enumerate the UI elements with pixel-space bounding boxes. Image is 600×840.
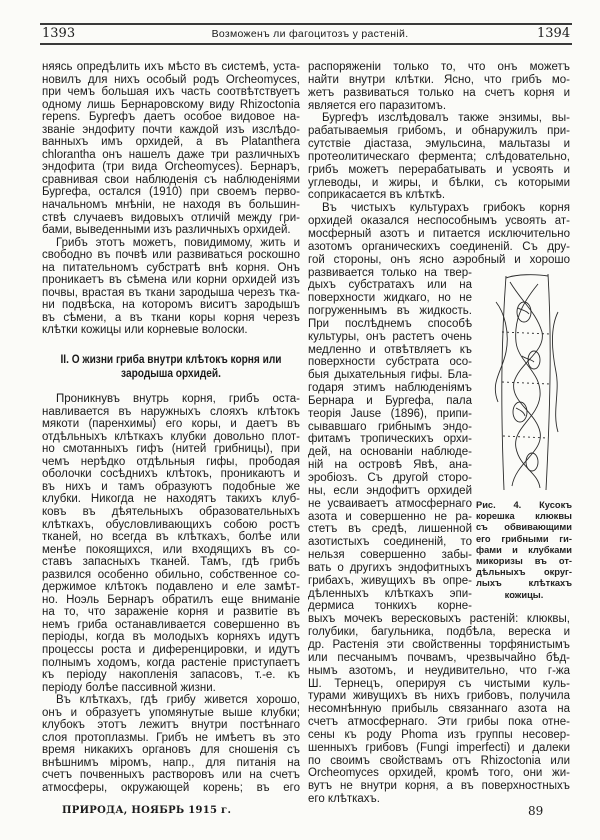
header-rule-bottom xyxy=(40,43,572,45)
caption-line: лыхъ клѣткахъ xyxy=(476,578,572,589)
caption-line: Рис. 4. Кусокъ xyxy=(476,500,572,510)
paragraph xyxy=(42,694,300,794)
text-line: годаря этимъ наблюденіямъ xyxy=(308,382,472,395)
figure-caption xyxy=(476,500,572,601)
text-line: распоряженіи только то, что онъ можетъ xyxy=(308,61,570,73)
text-line: шенныхъ грибовъ (Fungi imperfecti) и далеки xyxy=(308,741,570,754)
text-line: соприкасается въ клѣткѣ. xyxy=(308,189,446,202)
text-line: но смотанныхъ гифъ (нитей грибницы), при xyxy=(42,443,300,456)
text-line: При послѣднемъ способѣ xyxy=(308,317,472,330)
text-line: сравнивая свои наблюденія съ наблюденіями xyxy=(42,173,300,186)
text-line: поверхности жидкаго, но не xyxy=(308,292,472,305)
caption-line: корешка клюквы xyxy=(476,511,572,522)
text-line: клубки. Никогда не находятъ такихъ клуб- xyxy=(42,493,300,506)
text-line: проникаетъ въ сѣмена или корни орхидей изъ xyxy=(42,274,300,287)
text-line: періоду болѣе пассивной жизни. xyxy=(42,681,216,694)
paragraph xyxy=(308,202,570,266)
text-line: его клѣткахъ. xyxy=(308,793,380,806)
text-line: погруженнымъ въ жидкость. xyxy=(308,305,472,318)
paragraph xyxy=(42,61,300,237)
text-line: или песчанымъ почвамъ, чрезвычайно бѣд- xyxy=(308,651,570,664)
text-line: Orcheomyces орхидей, кромѣ того, они жи- xyxy=(308,767,570,780)
text-line: ній на островѣ Явѣ, ана- xyxy=(308,459,472,472)
text-line: мосферный азотъ и питается исключительно xyxy=(308,227,570,240)
text-line: Грибъ этотъ можетъ, повидимому, жить и xyxy=(56,236,300,249)
text-line: бами, выведенными изъ различныхъ орхидей. xyxy=(42,224,291,237)
text-line: эробіозъ. Съ другой сторо- xyxy=(308,472,472,484)
text-line: при чемъ большая ихъ часть соотвѣтствуетъ xyxy=(42,86,300,99)
text-line: др. Растенія эти свойственны торфянистымъ xyxy=(308,638,570,651)
text-line: выхъ мочекъ вересковыхъ растеній: клюквы, xyxy=(308,613,570,626)
text-line: Въ клѣткахъ, гдѣ грибу живется хорошо, xyxy=(56,694,300,707)
header-rule-top xyxy=(40,23,572,25)
text-line: дермиса тонкихъ корне- xyxy=(308,600,472,613)
text-line: атмосферы, окружающей корень; въ его xyxy=(42,781,300,794)
paragraph xyxy=(42,393,300,694)
text-line: менѣе покоящихся, или входящихъ въ со- xyxy=(42,543,300,556)
paragraph xyxy=(308,61,570,112)
text-line: поверхности субстрата осо- xyxy=(308,356,472,369)
text-line: дѣленныхъ клѣткахъ эпи- xyxy=(308,587,472,600)
text-line: почвы, врастая въ ткани зародыша черезъ тка- xyxy=(42,286,300,299)
page-number-right: 1394 xyxy=(537,26,571,41)
figure-4 xyxy=(476,272,572,601)
text-line: немъ гриба останавливается совершенно въ xyxy=(42,618,300,631)
text-line: теорія Jause (1896), припи- xyxy=(308,407,472,420)
text-line: нымъ азотомъ, и неудивительно, что г-жа xyxy=(308,664,570,677)
text-line: Бернара и Бургефа, пала xyxy=(308,394,472,407)
caption-line: дѣльныхъ округ- xyxy=(476,567,572,578)
text-line: званіе эндофиту почти каждой изъ изслѣдо- xyxy=(42,123,300,136)
text-line: ковъ въ дѣятельныхъ образовательныхъ xyxy=(42,505,300,518)
text-line: клубокъ этотъ лежитъ внутри постѣннаго xyxy=(42,719,300,732)
text-line: Проникнувъ внутрь корня, грибъ оста- xyxy=(56,393,300,406)
text-line: процессы роста и диференцировки, и идутъ xyxy=(42,643,300,656)
text-line: Ш. Тернецъ, оперируя съ чистыми куль- xyxy=(308,677,570,690)
text-line: счетъ почвенныхъ растворовъ или на счетъ xyxy=(42,769,300,782)
text-line: нельзя совершенно забы- xyxy=(308,549,472,562)
cranberry-root-illustration xyxy=(476,272,572,494)
text-line: слоя протоплазмы. Грибъ не имѣетъ въ это xyxy=(42,731,300,744)
text-line: тканей, но всегда въ клѣткахъ, болѣе или xyxy=(42,531,300,544)
text-line: Бургефа, остался (1910) при своемъ перво- xyxy=(42,186,300,199)
text-line: быя дыхательныя гифы. Бла- xyxy=(308,369,472,382)
text-line: найти внутри клѣтки. Ясно, что грибъ мо- xyxy=(308,73,570,86)
text-line: углеводы, и жиры, и бѣлки, съ которыми xyxy=(308,176,570,189)
text-line: ствѣ случаевъ видовыхъ отличій между гри- xyxy=(42,211,300,224)
text-line: несомнѣнную прибыль связаннаго азота на xyxy=(308,703,570,716)
text-line: ны, если эндофитъ орхидей xyxy=(308,484,472,497)
text-line: начальномъ мнѣніи, не находя въ большин- xyxy=(42,199,300,212)
text-line: сывавшаго грибнымъ эндо- xyxy=(308,420,472,433)
running-title: Возможенъ ли фагоцитозъ у растеній. xyxy=(211,28,409,40)
text-line: мякоти (паренхимы) его коры, и даетъ въ xyxy=(42,418,300,431)
text-line: онъ и образуетъ упомянутые выше клубки; xyxy=(42,706,300,719)
text-line: свободно въ почвѣ или развиваться роскошно xyxy=(42,249,300,262)
text-line: фитамъ тропическихъ орхи- xyxy=(308,433,472,446)
text-line: голубики, багульника, подбѣла, вереска и xyxy=(308,626,570,639)
text-line: на питательномъ субстратѣ внѣ корня. Онъ xyxy=(42,261,300,274)
heading-line: зародыша орхидей. xyxy=(121,368,221,381)
heading-line: II. О жизни гриба внутри клѣтокъ корня или xyxy=(60,354,282,367)
text-line: рабатываемыя грибомъ, и обнаружилъ при- xyxy=(308,125,570,138)
caption-line: кожицы. xyxy=(504,589,544,600)
text-line: орхидей оказался неспособнымъ усвоять ат- xyxy=(308,215,570,228)
text-line: культуры, онъ растетъ очень xyxy=(308,330,472,343)
text-line: время никакихъ органовъ для сношенія съ xyxy=(42,744,300,757)
text-line: chlorantha онъ нашелъ даже три различныхъ xyxy=(42,148,300,161)
paragraph xyxy=(308,613,570,806)
text-line: азотистыхъ соединеній, то xyxy=(308,536,472,549)
text-line: по своимъ свойствамъ отъ Rhizoctonia или xyxy=(308,754,570,767)
text-line: ни подвѣска, на которомъ виситъ зародышъ xyxy=(42,299,300,312)
text-line: счетъ атмосфернаго. Эти грибы пока отне- xyxy=(308,716,570,729)
caption-line: микоризы въ от- xyxy=(476,556,572,567)
text-line: является его паразитомъ. xyxy=(308,99,447,112)
text-line: вутъ не внутри корня, а въ поверхностныхъ xyxy=(308,780,570,793)
left-column xyxy=(42,61,300,795)
text-line: Бургефъ изслѣдовалъ также энзимы, вы- xyxy=(322,112,570,125)
text-line: отдѣльныхъ клѣткахъ клубки довольно плот- xyxy=(42,430,300,443)
text-line: внѣшнимъ міромъ, напр., для питанія на xyxy=(42,756,300,769)
text-line: ванныхъ имъ орхидей, а въ Platanthera xyxy=(42,136,300,149)
section-heading xyxy=(42,353,300,381)
text-line: Въ чистыхъ культурахъ грибокъ корня xyxy=(322,202,570,215)
text-line: дыхъ субстратахъ или на xyxy=(308,279,472,292)
page-number-left: 1393 xyxy=(42,26,76,41)
text-line: сены къ роду Phoma изъ группы несовер- xyxy=(308,728,570,741)
text-line: медленно и отвѣтвляетъ къ xyxy=(308,343,472,356)
text-line: въ сѣмени, а въ ткани коры корня черезъ xyxy=(42,311,300,324)
text-line: не усваиваетъ атмосфернаго xyxy=(308,497,472,510)
text-line: держимое клѣтокъ подавлено и еле замѣт- xyxy=(42,581,300,594)
text-line: турами живущихъ въ нихъ грибовъ, получила xyxy=(308,690,570,703)
text-line: азота и совершенно не ра- xyxy=(308,510,472,523)
text-line: полнымъ ходомъ, когда растеніе приступаетъ xyxy=(42,656,300,669)
text-line: гой стороны, онъ ясно аэробный и хорошо xyxy=(308,253,570,266)
text-line: одному лишь Бернаровскому виду Rhizoctonia xyxy=(42,98,300,111)
text-line: грибъ можетъ перерабатывать и усвоять и xyxy=(308,163,570,176)
text-line: періоды, когда въ молодыхъ корняхъ идутъ xyxy=(42,631,300,644)
text-line: грибахъ, живущихъ въ опре- xyxy=(308,574,472,587)
text-line: на то, что зараженіе корня и развитіе въ xyxy=(42,606,300,619)
text-line: развился особенно обильно, собственное со- xyxy=(42,568,300,581)
journal-footer: ПРИРОДА, НОЯБРЬ 1915 г. xyxy=(62,805,232,816)
text-line: азотомъ органическихъ соединеній. Съ дру- xyxy=(308,240,570,253)
caption-line: фами и клубками xyxy=(476,544,572,555)
caption-line: съ обвивающими xyxy=(476,522,572,533)
footer-page-number: 89 xyxy=(528,804,544,818)
text-line: клѣткахъ, обусловливающихъ собою ростъ xyxy=(42,518,300,531)
text-line: няясь опредѣлить ихъ мѣсто въ системѣ, уста- xyxy=(42,61,300,73)
text-line: новилъ для нихъ особый родъ Orcheomyces, xyxy=(42,73,300,86)
text-line: но. Ноэль Бернаръ обратилъ еще вниманіе xyxy=(42,593,300,606)
text-line: сутствіе діастаза, эмульсина, мальтазы и xyxy=(308,138,570,151)
text-line: стетъ въ средѣ, лишенной xyxy=(308,523,472,536)
caption-line: его грибными ги- xyxy=(476,533,572,544)
text-line: эндофита (три вида Orcheomyces). Бернаръ, xyxy=(42,161,300,174)
text-line: оболочки сосѣднихъ клѣтокъ, проникаютъ и xyxy=(42,468,300,481)
text-line: вать о другихъ эндофитныхъ xyxy=(308,561,472,574)
text-line: ставъ запасныхъ тканей. Тамъ, гдѣ грибъ xyxy=(42,556,300,569)
text-line: протеолитическаго фермента; слѣдовательно, xyxy=(308,150,570,163)
text-line: въ нихъ и тамъ образуютъ подобные же xyxy=(42,480,300,493)
text-line: развивается только на твер- xyxy=(308,266,472,279)
paragraph xyxy=(308,112,570,202)
text-line: навливается въ наружныхъ слояхъ клѣтокъ xyxy=(42,405,300,418)
text-line: repens. Бургефъ даетъ особое видовое на- xyxy=(42,111,300,124)
paragraph xyxy=(42,237,300,337)
text-line: къ періоду накопленія запасовъ, т.-е. къ xyxy=(42,669,300,682)
text-line: чемъ нерѣдко отдѣльныя гифы, прободая xyxy=(42,455,300,468)
text-line: жетъ развиваться только на счетъ корня и xyxy=(308,86,570,99)
text-line: дей, на основаніи наблюде- xyxy=(308,446,472,459)
text-line: клѣтки кожицы или корневые волоски. xyxy=(42,324,248,337)
